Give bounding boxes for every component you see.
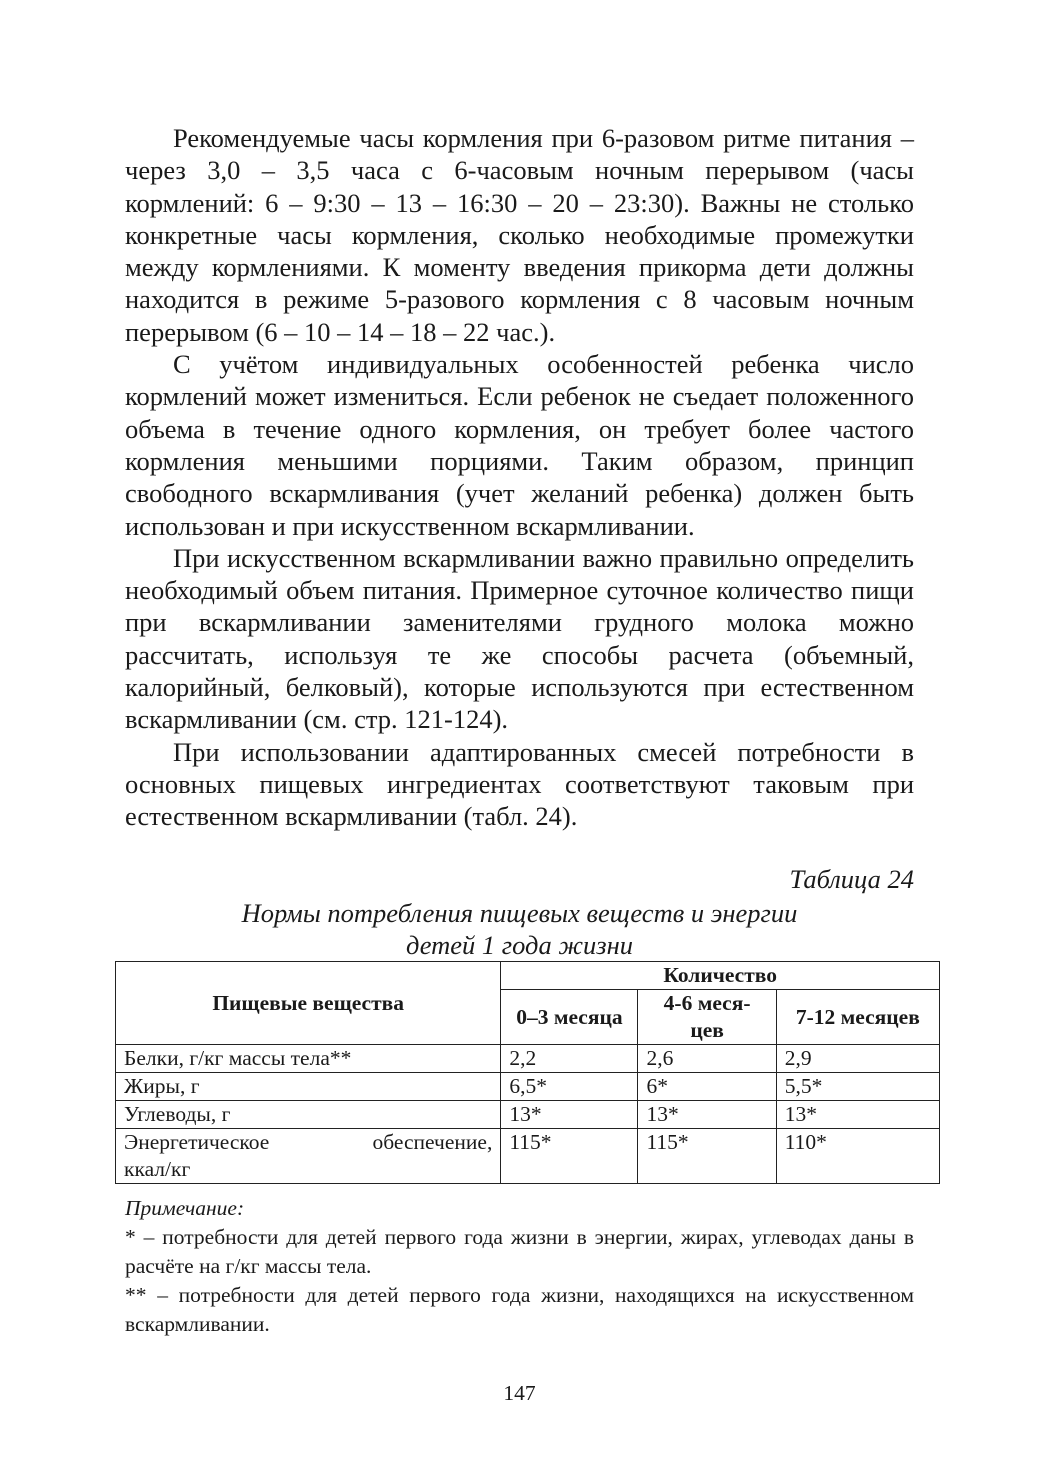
row-value: 115* (638, 1129, 776, 1184)
paragraph-adapted-formulas: При использовании адаптированных смесей потребности в основных пищевых ингредиентах соответствуют таковым при естественном вскармливании (табл. 24). (125, 736, 914, 832)
page-number: 147 (503, 1381, 536, 1405)
row-name-line-2: ккал/кг (124, 1157, 191, 1181)
row-value: 13* (638, 1101, 776, 1129)
row-name-line-1: Энергетическое обеспечение, (124, 1130, 493, 1154)
notes-title: Примечание: (125, 1196, 245, 1220)
header-quantity: Количество (501, 962, 940, 990)
paragraph-feeding-hours: Рекомендуемые часы кормления при 6-разовом ритме питания – через 3,0 – 3,5 часа с 6-часовым ночным перерывом (часы кормлений: 6 – 9:30 – 13 – 16:30 – 20 – 23:30). Важны не столько конкретные часы кормления, сколько необходимые промежутки между кормлениями. К моменту введения прикорма дети должны находится в режиме 5-разового кормления с 8 часовым ночным перерывом (6 – 10 – 14 – 18 – 22 час.). (125, 123, 914, 347)
nutrition-norms-table (115, 961, 940, 1184)
row-value: 110* (776, 1129, 939, 1184)
table-header-row (116, 962, 940, 990)
row-value: 115* (501, 1129, 638, 1184)
row-value: 6* (638, 1073, 776, 1101)
paragraph-artificial-feeding: При искусственном вскармливании важно правильно определить необходимый объем питания. Примерное суточное количество пищи при вскармливании заменителями грудного молока можно рассчитать, используя те же способы расчета (объемный, калорийный, белковый), которые используются при естественном вскармливании (см. стр. 121-124). (125, 542, 914, 735)
row-name: Белки, г/кг массы тела** (116, 1045, 501, 1073)
row-name: Жиры, г (116, 1073, 501, 1101)
row-name: Углеводы, г (116, 1101, 501, 1129)
header-4-6-line-1: 4-6 меся- (663, 991, 751, 1015)
row-value: 2,6 (638, 1045, 776, 1073)
row-value: 5,5* (776, 1073, 939, 1101)
row-value: 13* (501, 1101, 638, 1129)
header-4-6-line-2: цев (690, 1018, 724, 1042)
row-value: 2,2 (501, 1045, 638, 1073)
row-value: 6,5* (501, 1073, 638, 1101)
table-title-line-1: Нормы потребления пищевых веществ и энергии (241, 898, 798, 928)
note-single-asterisk: * – потребности для детей первого года жизни в энергии, жирах, углеводах даны в расчёте на г/кг массы тела. (125, 1225, 914, 1278)
header-substances: Пищевые вещества (116, 962, 501, 1045)
row-value: 13* (776, 1101, 939, 1129)
header-7-12-months: 7-12 месяцев (776, 990, 939, 1045)
table-row (116, 1101, 940, 1129)
table-row (116, 1045, 940, 1073)
row-name (116, 1129, 501, 1184)
header-4-6-months (638, 990, 776, 1045)
table-title-line-2: детей 1 года жизни (406, 930, 633, 960)
table-label: Таблица 24 (789, 864, 914, 894)
header-0-3-months: 0–3 месяца (501, 990, 638, 1045)
body-text (125, 122, 914, 833)
table-row (116, 1129, 940, 1184)
paragraph-individual-features: С учётом индивидуальных особенностей ребенка число кормлений может измениться. Если ребенок не съедает положенного объема в течение одного кормления, он требует более частого кормления меньшими порциями. Таким образом, принцип свободного вскармливания (учет желаний ребенка) должен быть использован и при искусственном вскармливании. (125, 349, 914, 541)
note-double-asterisk: ** – потребности для детей первого года жизни, находящихся на искусственном вскармливании. (125, 1283, 914, 1336)
table-title (125, 897, 914, 961)
row-value: 2,9 (776, 1045, 939, 1073)
table-row (116, 1073, 940, 1101)
table-notes (125, 1194, 914, 1339)
